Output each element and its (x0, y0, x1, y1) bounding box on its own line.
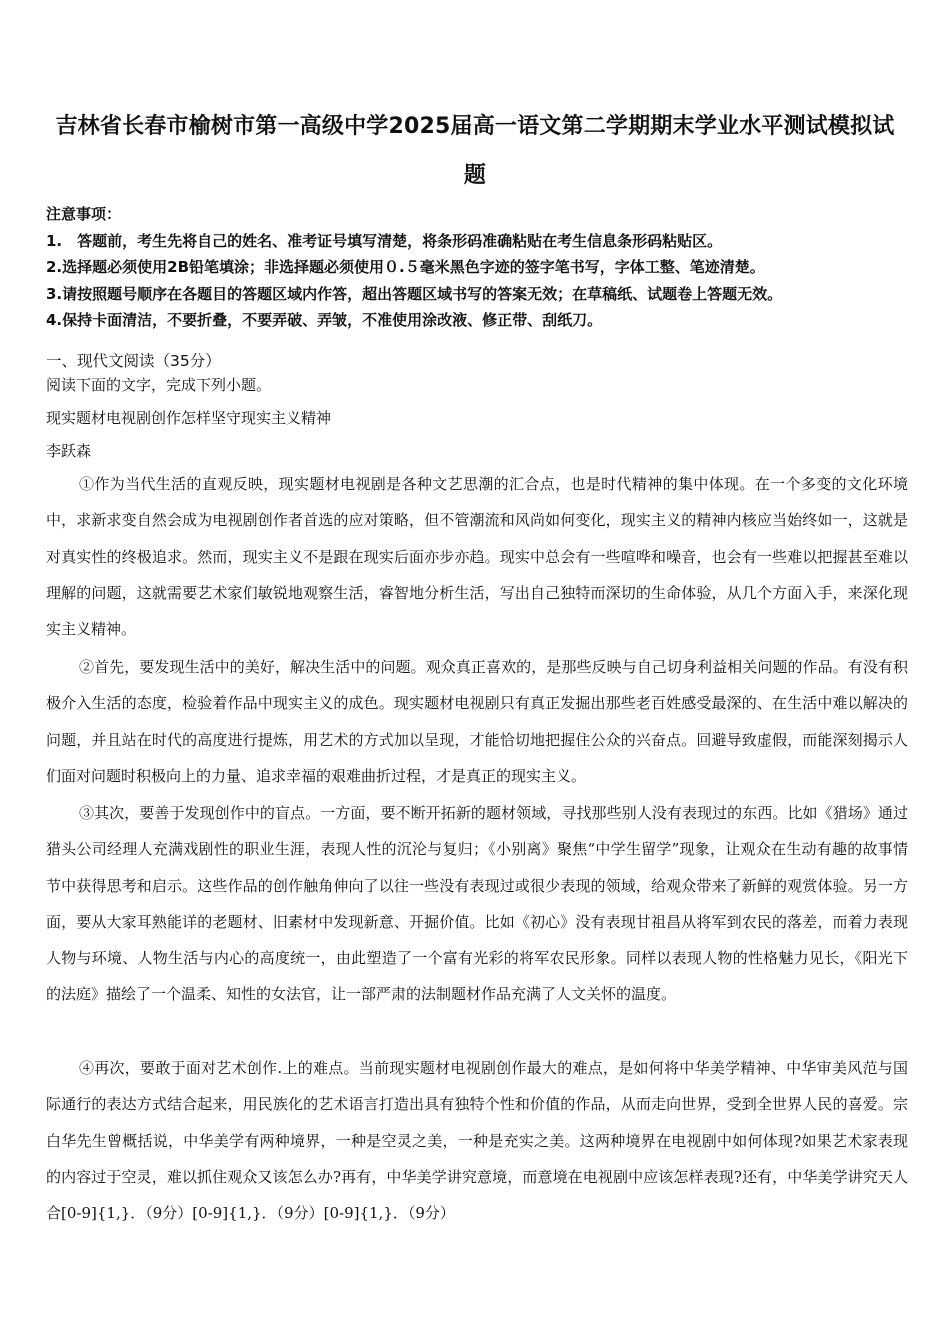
exam-title-line-1: 吉林省长春市榆树市第一高级中学2025届高一语文第二学期期末学业水平测试模拟试 (55, 114, 895, 139)
reading-instruction: 阅读下面的文字，完成下列小题。 (46, 376, 272, 394)
paragraph-3: ③其次，要善于发现创作中的盲点。一方面，要不断开拓新的题材领域，寻找那些别人没有表现过的东西。比如《猎场》通过猎头公司经理人充满戏剧性的职业生涯，表现人性的沉沦与复归；《小别离》聚焦“中学生留学”现象，让观众在生动有趣的故事情节中获得思考和启示。这些作品的创作触角伸向了以往一些没有表现过或很少表现的领域，给观众带来了新鲜的观赏体验。另一方面，要从大家耳熟能详的老题材、旧素材中发现新意、开掘价值。比如《初心》没有表现甘祖昌从将军到农民的落差，而着力表现人物与环境、人物生活与内心的高度统一，由此塑造了一个富有光彩的将军农民形象。同样以表现人物的性格魅力见长，《阳光下的法庭》描绘了一个温柔、知性的女法官，让一部严肃的法制题材作品充满了人文关怀的温度。 (46, 804, 908, 1004)
exam-title-line-2: 题 (463, 163, 487, 188)
notes-item-1: 1. 答题前，考生先将自己的姓名、准考证号填写清楚，将条形码准确粘贴在考生信息条形码粘贴区。 (46, 231, 723, 250)
paragraph-4: ④再次，要敢于面对艺术创作.上的难点。当前现实题材电视剧创作最大的难点，是如何将中华美学精神、中华审美风范与国际通行的表达方式结合起来，用民族化的艺术语言打造出具有独特个性和价值的作品，从而走向世界，受到全世界人民的喜爱。宗白华先生曾概括说，中华美学有两种境界，一种是空灵之美，一种是充实之美。这两种境界在电视剧中如何体现?如果艺术家表现的内容过于空灵，难以抓住观众又该怎么办?再有，中华美学讲究意境，而意境在电视剧中应该怎样表现?还有，中华美学讲究天人合[0-9]{1,}．（9分）[0-9]{1,}．（9分）[0-9]{1,}．（9分） (46, 1059, 908, 1223)
article-title: 现实题材电视剧创作怎样坚守现实主义精神 (46, 409, 332, 427)
notes-heading: 注意事项： (46, 205, 122, 223)
paragraph-1: ①作为当代生活的直观反映，现实题材电视剧是各种文艺思潮的汇合点，也是时代精神的集中体现。在一个多变的文化环境中，求新求变自然会成为电视剧创作者首选的应对策略，但不管潮流和风尚如何变化，现实主义的精神内核应当始终如一，这就是对真实性的终极追求。然而，现实主义不是跟在现实后面亦步亦趋。现实中总会有一些喧哗和噪音，也会有一些难以把握甚至难以理解的问题，这就需要艺术家们敏锐地观察生活，睿智地分析生活，写出自己独特而深切的生命体验，从几个方面入手，来深化现实主义精神。 (46, 475, 908, 639)
paragraph-2: ②首先，要发现生活中的美好，解决生活中的问题。观众真正喜欢的，是那些反映与自己切身利益相关问题的作品。有没有积极介入生活的态度，检验着作品中现实主义的成色。现实题材电视剧只有真正发掘出那些老百姓感受最深的、在生活中难以解决的问题，并且站在时代的高度进行提炼，用艺术的方式加以呈现，才能恰切地把握住公众的兴奋点。回避导致虚假，而能深刻揭示人们面对问题时积极向上的力量、追求幸福的艰难曲折过程，才是真正的现实主义。 (46, 658, 908, 785)
section-heading: 一、现代文阅读（35分） (46, 352, 221, 370)
notes-block (46, 201, 916, 334)
notes-item-4: 4.保持卡面清洁，不要折叠，不要弄破、弄皱，不准使用涂改液、修正带、刮纸刀。 (46, 311, 603, 329)
notes-item-2: 2.选择题必须使用2B铅笔填涂；非选择题必须使用０.５毫米黑色字迹的签字笔书写，字体工整、笔迹清楚。 (46, 258, 765, 276)
article-author: 李跃森 (46, 442, 92, 460)
notes-item-3: 3.请按照题号顺序在各题目的答题区域内作答，超出答题区域书写的答案无效；在草稿纸、试题卷上答题无效。 (46, 284, 783, 303)
